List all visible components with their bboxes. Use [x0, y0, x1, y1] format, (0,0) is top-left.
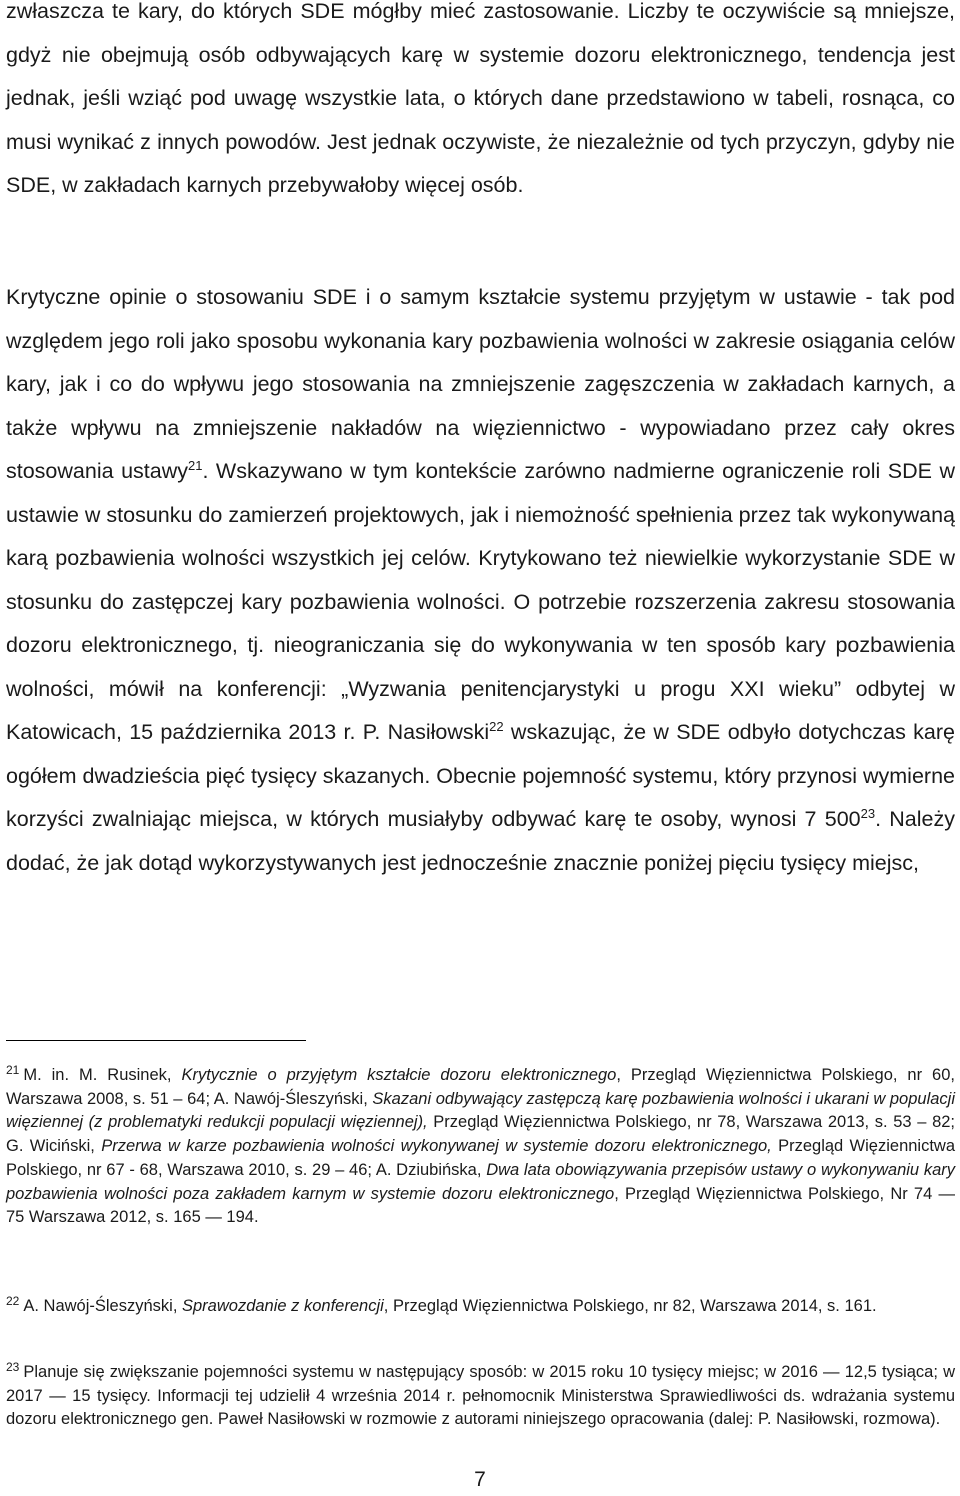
footnote	[6, 1064, 955, 1230]
footnote	[6, 1361, 955, 1432]
page-number: 7	[474, 1468, 486, 1491]
footnote-text: Przegląd Więziennictwa Polskiego, nr 78, Warszawa 2013, s. 53 – 82; G. Wiciński,	[6, 1113, 956, 1156]
footnote-text: , Przegląd Więziennictwa Polskiego, Nr 74 — 75 Warszawa 2012, s. 165 — 194.	[6, 1184, 955, 1227]
footnote-text: Planuje się zwiększanie pojemności systemu w następujący sposób: w 2015 roku 10 tysięcy miejsc; w 2016 — 12,5 tysiąca; w 2017 — 15 tysięcy. Informacji tej udzielił 4 września 2014 r. pełnomocnik Ministerstwa Sprawiedliwości ds. wdrażania systemu dozoru elektronicznego gen. Paweł Nasiłowski w rozmowie z autorami niniejszego opracowania (dalej: P. Nasiłowski, rozmowa).	[6, 1363, 955, 1429]
footnote-text: , Przegląd Więziennictwa Polskiego, nr 82, Warszawa 2014, s. 161.	[383, 1297, 877, 1315]
footnote-text: A. Nawój-Śleszyński,	[23, 1297, 182, 1315]
body-paragraph	[6, 0, 955, 208]
footnote-reference[interactable]: 22	[489, 718, 504, 734]
footnote-number: 22	[6, 1293, 20, 1308]
paragraph-text: Krytyczne opinie o stosowaniu SDE i o samym kształcie systemu przyjętym w ustawie - tak pod względem jego roli jako sposobu wykonania kary pozbawienia wolności w zakresie osiągania celów kary, jak i co do wpływu jego stosowania na zmniejszenie zagęszczenia w zakładach karnych, a także wpływu na zmniejszenie nakładów na więziennictwo - wypowiadano przez cały okres stosowania ustawy	[6, 285, 955, 483]
footnote-title: Sprawozdanie z konferencji	[182, 1297, 384, 1315]
paragraph-text: . Należy dodać, że jak dotąd wykorzystywanych jest jednocześnie znacznie poniżej pięciu tysięcy miejsc,	[6, 807, 955, 875]
footnote-title: Dwa lata obowiązywania przepisów ustawy o wykonywaniu kary pozbawienia wolności poza zakładem karnym w systemie dozoru elektronicznego	[6, 1160, 955, 1203]
footnote-title: Przerwa w karze pozbawienia wolności wykonywanej w systemie dozoru elektronicznego,	[101, 1137, 772, 1156]
footnote-reference[interactable]: 21	[187, 457, 203, 473]
paragraph-text: zwłaszcza te kary, do których SDE mógłby mieć zastosowanie. Liczby te oczywiście są mniejsze, gdyż nie obejmują osób odbywających karę w systemie dozoru elektronicznego, tendencja jest jednak, jeśli wziąć pod uwagę wszystkie lata, o których dane przedstawiono w tabeli, rosnąca, co musi wynikać z innych powodów. Jest jednak oczywiste, że niezależnie od tych przyczyn, gdyby nie SDE, w zakładach karnych przebywałoby więcej osób.	[6, 0, 955, 197]
footnote-reference[interactable]: 23	[860, 805, 876, 821]
footnote-number: 23	[6, 1359, 20, 1374]
footnote-text: Przegląd Więziennictwa Polskiego, nr 67 - 68, Warszawa 2010, s. 29 – 46; A. Dziubińska,	[6, 1137, 956, 1179]
footnote	[6, 1295, 955, 1319]
footnote-separator	[6, 1040, 306, 1041]
paragraph-text: . Wskazywano w tym kontekście zarówno nadmierne ograniczenie roli SDE w ustawie w stosunku do zamierzeń projektowych, jak i niemożność spełnienia przez tak wykonywaną karą pozbawienia wolności wszystkich jej celów. Krytykowano też niewielkie wykorzystanie SDE w stosunku do zastępczej kary pozbawienia wolności. O potrzebie rozszerzenia zakresu stosowania dozoru elektronicznego, tj. nieograniczania się do wykonywania w ten sposób kary pozbawienia wolności, mówił na konferencji: „Wyzwania penitencjarystyki u progu XXI wieku” odbytej w Katowicach, 15 października 2013 r. P. Nasiłowski	[6, 459, 955, 744]
footnote-text: M. in. M. Rusinek,	[23, 1066, 182, 1084]
footnote-text: , Przegląd Więziennictwa Polskiego, nr 60, Warszawa 2008, s. 51 – 64; A. Nawój-Śleszyński,	[6, 1066, 955, 1108]
footnote-number: 21	[6, 1062, 20, 1077]
footnote-title: Krytycznie o przyjętym kształcie dozoru elektronicznego	[181, 1066, 617, 1084]
body-paragraph	[6, 276, 955, 885]
paragraph-text: wskazując, że w SDE odbyło dotychczas karę ogółem dwadzieścia pięć tysięcy skazanych. Obecnie pojemność systemu, który przynosi wymierne korzyści zwalniając miejsca, w których musiałyby odbywać karę te osoby, wynosi 7 500	[6, 720, 956, 831]
footnote-title: Skazani odbywający zastępczą karę pozbawienia wolności i ukarani w populacji więziennej (z problematyki redukcji populacji więziennej),	[6, 1089, 956, 1132]
